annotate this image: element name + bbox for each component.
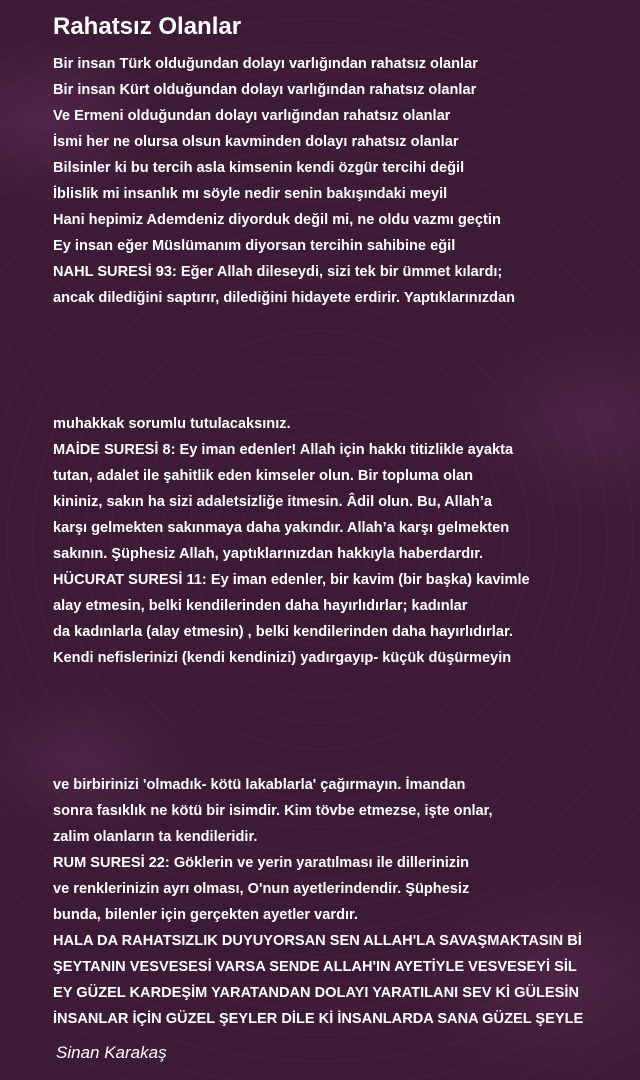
poem-line: İblislik mi insanlık mı söyle nedir senin bakışındaki meyil	[53, 186, 448, 202]
poem-line: bunda, bilenler için gerçekten ayetler vardır.	[53, 907, 358, 923]
poem-line: sakının. Şüphesiz Allah, yaptıklarınızdan hakkıyla haberdardır.	[53, 546, 484, 562]
poem-line: HALA DA RAHATSIZLIK DUYUYORSAN SEN ALLAH'LA SAVAŞMAKTASIN Bİ	[53, 933, 582, 949]
poem-title: Rahatsız Olanlar	[53, 13, 242, 40]
poem-line: Hani hepimiz Ademdeniz diyorduk değil mi, ne oldu vazmı geçtin	[53, 212, 501, 228]
poem-line: EY GÜZEL KARDEŞİM YARATANDAN DOLAYI YARATILANI SEV Kİ GÜLESİN	[53, 985, 579, 1001]
poem-line: muhakkak sorumlu tutulacaksınız.	[53, 416, 291, 432]
poem-line: RUM SURESİ 22: Göklerin ve yerin yaratılması ile dillerinizin	[53, 855, 470, 871]
poem-line: HÜCURAT SURESİ 11: Ey iman edenler, bir kavim (bir başka) kavimle	[53, 572, 530, 588]
poem-line: İsmi her ne olursa olsun kavminden dolayı rahatsız olanlar	[53, 134, 459, 150]
poem-line: zalim olanların ta kendileridir.	[53, 829, 258, 845]
poem-line: Bir insan Kürt olduğundan dolayı varlığından rahatsız olanlar	[53, 82, 477, 98]
poem-line: NAHL SURESİ 93: Eğer Allah dileseydi, sizi tek bir ümmet kılardı;	[53, 264, 503, 280]
poem-author: Sinan Karakaş	[56, 1043, 167, 1062]
poem-line: alay etmesin, belki kendilerinden daha hayırlıdırlar; kadınlar	[53, 598, 468, 614]
poem-line: Kendi nefislerinizi (kendi kendinizi) yadırgayıp- küçük düşürmeyin	[53, 650, 512, 666]
poem-line: kininiz, sakın ha sizi adaletsizliğe itmesin. Âdil olun. Bu, Allah’a	[53, 494, 492, 510]
poem-line: Ey insan eğer Müslümanım diyorsan tercihin sahibine eğil	[53, 238, 456, 254]
poem-line: da kadınlarla (alay etmesin) , belki kendilerinden daha hayırlıdırlar.	[53, 624, 513, 640]
poem-line: Bilsinler ki bu tercih asla kimsenin kendi özgür tercihi değil	[53, 160, 465, 176]
poem-line: ve renklerinizin ayrı olması, O'nun ayetlerindendir. Şüphesiz	[53, 881, 470, 897]
poem-line: İNSANLAR İÇİN GÜZEL ŞEYLER DİLE Kİ İNSANLARDA SANA GÜZEL ŞEYLE	[53, 1011, 584, 1027]
poem-line: Ve Ermeni olduğundan dolayı varlığından rahatsız olanlar	[53, 108, 451, 124]
poem-stanza-3	[53, 772, 583, 1032]
poem-line: ve birbirinizi 'olmadık- kötü lakablarla' çağırmayın. İmandan	[53, 777, 466, 793]
poem-line: sonra fasıklık ne kötü bir isimdir. Kim tövbe etmezse, işte onlar,	[53, 803, 493, 819]
poem-line: karşı gelmekten sakınmaya daha yakındır. Allah’a karşı gelmekten	[53, 520, 510, 536]
poem-line: MAİDE SURESİ 8: Ey iman edenler! Allah için hakkı titizlikle ayakta	[53, 442, 514, 458]
poem-stanza-1	[53, 51, 515, 311]
poem-line: ŞEYTANIN VESVESESİ VARSA SENDE ALLAH'IN AYETİYLE VESVESEYİ SİL	[53, 959, 577, 975]
poem-line: ancak dilediğini saptırır, dilediğini hidayete erdirir. Yaptıklarınızdan	[53, 290, 516, 306]
poem-line: Bir insan Türk olduğundan dolayı varlığından rahatsız olanlar	[53, 56, 478, 72]
poem-stanza-2	[53, 411, 530, 671]
poem-line: tutan, adalet ile şahitlik eden kimseler olun. Bir topluma olan	[53, 468, 474, 484]
